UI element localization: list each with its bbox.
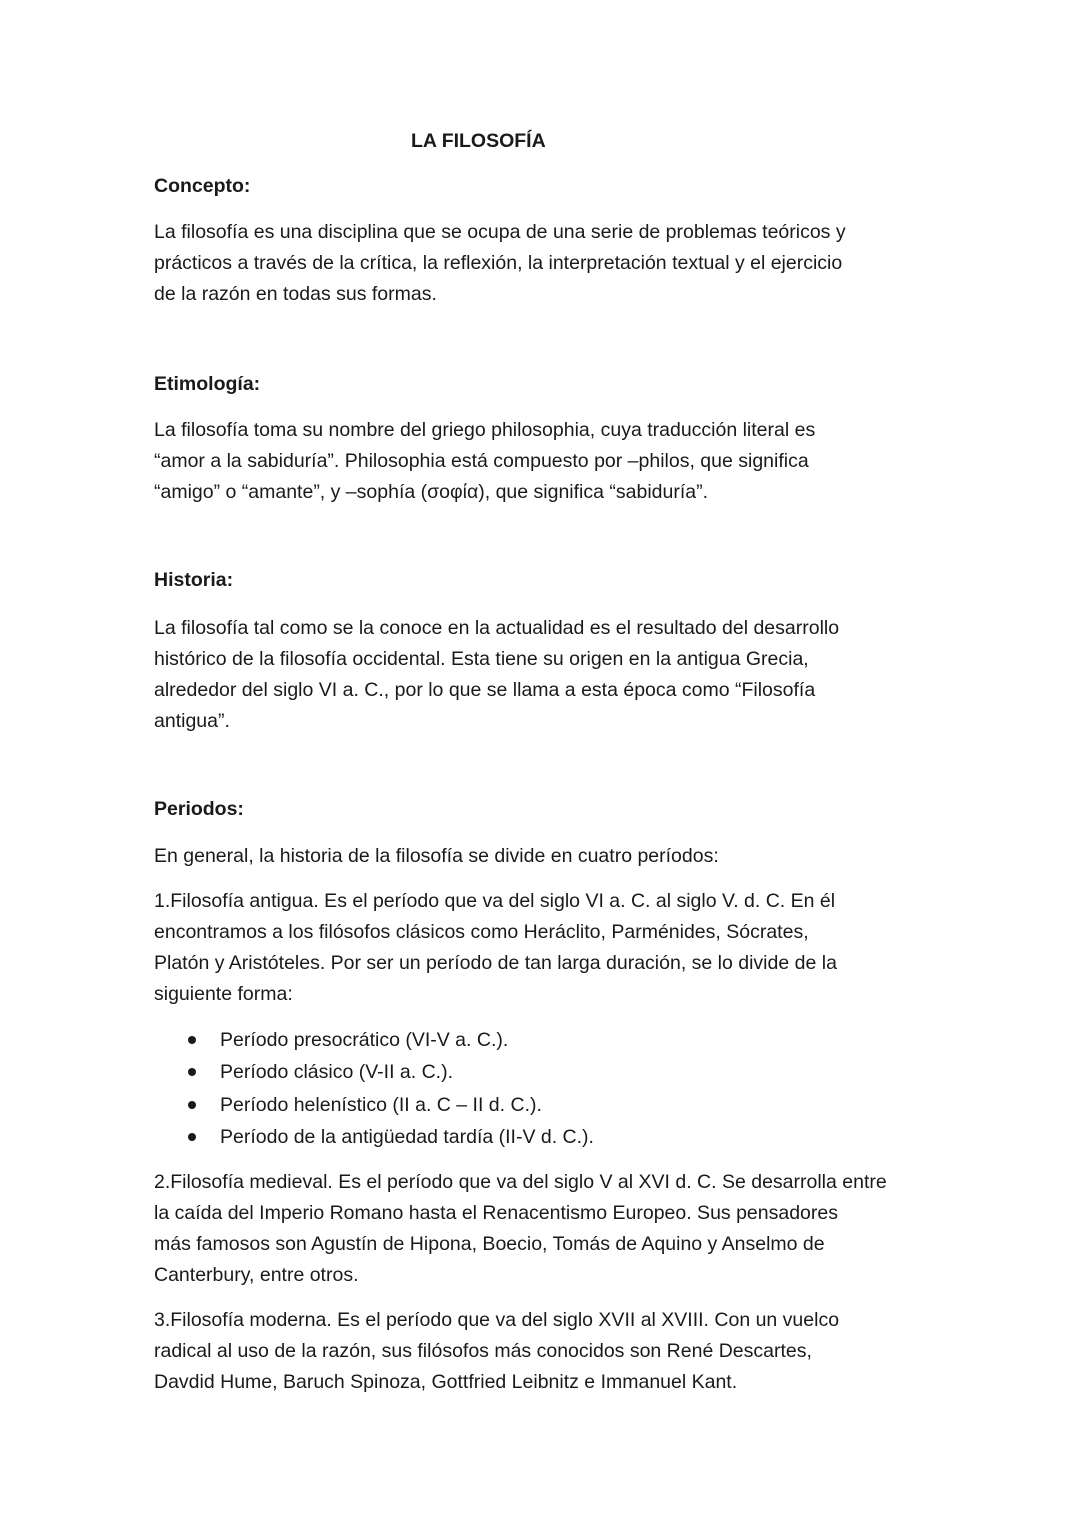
- text-line: encontramos a los filósofos clásicos como Heráclito, Parménides, Sócrates,: [154, 921, 809, 943]
- text-line: siguiente forma:: [154, 983, 293, 1005]
- text-line: antigua”.: [154, 710, 230, 732]
- paragraph-historia: [154, 616, 839, 740]
- bullet-icon: [188, 1133, 196, 1141]
- periodos-intro: En general, la historia de la filosofía se divide en cuatro períodos:: [154, 845, 719, 867]
- heading-concepto: Concepto:: [154, 175, 251, 197]
- text-line: La filosofía toma su nombre del griego philosophia, cuya traducción literal es: [154, 419, 816, 441]
- text-line: 1.Filosofía antigua. Es el período que va del siglo VI a. C. al siglo V. d. C. En él: [154, 890, 836, 912]
- text-line: “amigo” o “amante”, y –sophía (σοφία), que significa “sabiduría”.: [154, 481, 709, 503]
- text-line: radical al uso de la razón, sus filósofos más conocidos son René Descartes,: [154, 1340, 812, 1362]
- text-line: “amor a la sabiduría”. Philosophia está compuesto por –philos, que significa: [154, 450, 809, 472]
- list-item-text: Período helenístico (II a. C – II d. C.).: [220, 1093, 542, 1116]
- text-line: 3.Filosofía moderna. Es el período que va del siglo XVII al XVIII. Con un vuelco: [154, 1309, 840, 1331]
- bullet-list: [154, 1028, 594, 1157]
- bullet-icon: [188, 1101, 196, 1109]
- list-item: [154, 1060, 594, 1092]
- text-line: alrededor del siglo VI a. C., por lo que se llama a esta época como “Filosofía: [154, 679, 816, 701]
- heading-historia: Historia:: [154, 569, 234, 591]
- text-line: Platón y Aristóteles. Por ser un período de tan larga duración, se lo divide de la: [154, 952, 837, 974]
- list-item: [154, 1028, 594, 1060]
- text-line: la caída del Imperio Romano hasta el Renacentismo Europeo. Sus pensadores: [154, 1202, 838, 1224]
- list-item: [154, 1125, 594, 1157]
- text-line: Canterbury, entre otros.: [154, 1264, 359, 1286]
- paragraph-medieval: [154, 1170, 887, 1294]
- heading-periodos: Periodos:: [154, 798, 244, 820]
- paragraph-etimologia: [154, 418, 815, 511]
- paragraph-concepto: [154, 220, 846, 313]
- paragraph-moderna: [154, 1308, 839, 1401]
- list-item: [154, 1093, 594, 1125]
- list-item-text: Período de la antigüedad tardía (II-V d. C.).: [220, 1125, 594, 1148]
- list-item-text: Período clásico (V-II a. C.).: [220, 1061, 454, 1084]
- text-line: 2.Filosofía medieval. Es el período que va del siglo V al XVI d. C. Se desarrolla entre: [154, 1171, 887, 1193]
- text-line: más famosos son Agustín de Hipona, Boecio, Tomás de Aquino y Anselmo de: [154, 1233, 825, 1255]
- list-item-text: Período presocrático (VI-V a. C.).: [220, 1029, 509, 1051]
- text-line: La filosofía tal como se la conoce en la actualidad es el resultado del desarrollo: [154, 617, 840, 639]
- text-line: histórico de la filosofía occidental. Esta tiene su origen en la antigua Grecia,: [154, 648, 809, 670]
- page-title: LA FILOSOFÍA: [411, 130, 546, 152]
- bullet-icon: [188, 1068, 196, 1076]
- heading-etimologia: Etimología:: [154, 373, 261, 395]
- text-line: La filosofía es una disciplina que se ocupa de una serie de problemas teóricos y: [154, 221, 846, 243]
- text-line: de la razón en todas sus formas.: [154, 283, 437, 305]
- bullet-icon: [188, 1036, 196, 1044]
- paragraph-antigua: [154, 889, 837, 1013]
- text-line: Davdid Hume, Baruch Spinoza, Gottfried Leibnitz e Immanuel Kant.: [154, 1371, 738, 1393]
- text-line: prácticos a través de la crítica, la reflexión, la interpretación textual y el ejercicio: [154, 252, 843, 274]
